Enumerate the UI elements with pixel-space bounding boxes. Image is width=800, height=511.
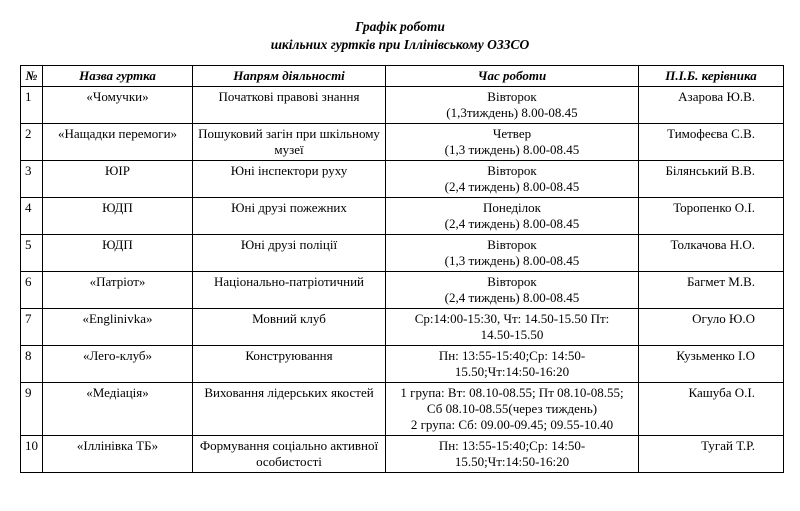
row-number: 10: [21, 436, 43, 473]
work-time: [386, 383, 639, 436]
work-time-line: (1,3тиждень) 8.00-08.45: [446, 105, 578, 120]
club-name: «Лего-клуб»: [43, 346, 193, 383]
table-row: [21, 383, 784, 436]
club-direction: Юні інспектори руху: [193, 161, 386, 198]
header-club-name: Назва гуртка: [43, 66, 193, 87]
club-direction: Пошуковий загін при шкільному музеї: [193, 124, 386, 161]
header-row: [21, 66, 784, 87]
row-number: 3: [21, 161, 43, 198]
title-line-2: шкільних гуртків при Іллінівському ОЗЗСО: [270, 37, 530, 52]
table-row: [21, 198, 784, 235]
row-number: 1: [21, 87, 43, 124]
leader-name: Кашуба О.І.: [639, 383, 784, 436]
table-row: [21, 235, 784, 272]
leader-name: Азарова Ю.В.: [639, 87, 784, 124]
work-time: [386, 124, 639, 161]
club-direction: Національно-патріотичний: [193, 272, 386, 309]
header-work-time: Час роботи: [386, 66, 639, 87]
club-direction: Конструювання: [193, 346, 386, 383]
work-time-line: (1,3 тиждень) 8.00-08.45: [444, 253, 580, 268]
club-direction: Виховання лідерських якостей: [193, 383, 386, 436]
work-time-line: (2,4 тиждень) 8.00-08.45: [444, 290, 580, 305]
club-direction: Юні друзі пожежних: [193, 198, 386, 235]
table-row: [21, 272, 784, 309]
table-row: [21, 346, 784, 383]
work-time: [386, 272, 639, 309]
work-time-line: Пн: 13:55-15:40;Ср: 14:50-: [438, 348, 586, 363]
row-number: 6: [21, 272, 43, 309]
work-time-line: 2 група: Сб: 09.00-09.45; 09.55-10.40: [410, 417, 614, 432]
work-time-line: 15.50;Чт:14:50-16:20: [454, 454, 570, 469]
leader-name: Тимофеєва С.В.: [639, 124, 784, 161]
leader-name: Торопенко О.І.: [639, 198, 784, 235]
work-time-line: 15.50;Чт:14:50-16:20: [454, 364, 570, 379]
club-name: «Нащадки перемоги»: [43, 124, 193, 161]
table-body: [21, 87, 784, 473]
club-name: ЮДП: [43, 235, 193, 272]
club-name: ЮДП: [43, 198, 193, 235]
schedule-table: [20, 65, 784, 473]
club-name: «Чомучки»: [43, 87, 193, 124]
work-time: [386, 87, 639, 124]
club-direction: Мовний клуб: [193, 309, 386, 346]
document-title: [0, 18, 800, 54]
row-number: 5: [21, 235, 43, 272]
header-number: №: [21, 66, 43, 87]
work-time: [386, 346, 639, 383]
work-time-line: Четвер: [492, 126, 532, 141]
club-direction: Юні друзі поліції: [193, 235, 386, 272]
work-time-line: Ср:14:00-15:30, Чт: 14.50-15.50 Пт:: [414, 311, 610, 326]
work-time-line: Сб 08.10-08.55(через тиждень): [426, 401, 598, 416]
table-header: [21, 66, 784, 87]
header-direction: Напрям діяльності: [193, 66, 386, 87]
club-name: «Медіація»: [43, 383, 193, 436]
work-time: [386, 161, 639, 198]
leader-name: Огуло Ю.О: [639, 309, 784, 346]
club-name: «Патріот»: [43, 272, 193, 309]
leader-name: Толкачова Н.О.: [639, 235, 784, 272]
work-time-line: Вівторок: [487, 163, 537, 178]
work-time-line: (1,3 тиждень) 8.00-08.45: [444, 142, 580, 157]
work-time-line: Вівторок: [487, 237, 537, 252]
table-row: [21, 124, 784, 161]
work-time: [386, 198, 639, 235]
table-row: [21, 436, 784, 473]
table-row: [21, 87, 784, 124]
work-time-line: (2,4 тиждень) 8.00-08.45: [444, 216, 580, 231]
work-time: [386, 235, 639, 272]
club-direction: Початкові правові знання: [193, 87, 386, 124]
header-leader: П.І.Б. керівника: [639, 66, 784, 87]
club-name: ЮІР: [43, 161, 193, 198]
title-line-1: Графік роботи: [355, 19, 445, 34]
work-time-line: Вівторок: [487, 89, 537, 104]
row-number: 9: [21, 383, 43, 436]
leader-name: Тугай Т.Р.: [639, 436, 784, 473]
club-direction: Формування соціально активної особистості: [193, 436, 386, 473]
work-time: [386, 309, 639, 346]
work-time-line: Понеділок: [483, 200, 541, 215]
table-row: [21, 309, 784, 346]
row-number: 4: [21, 198, 43, 235]
leader-name: Білянський В.В.: [639, 161, 784, 198]
club-name: «Englinivka»: [43, 309, 193, 346]
row-number: 8: [21, 346, 43, 383]
table-row: [21, 161, 784, 198]
work-time-line: (2,4 тиждень) 8.00-08.45: [444, 179, 580, 194]
work-time-line: Пн: 13:55-15:40;Ср: 14:50-: [438, 438, 586, 453]
club-name: «Іллінівка ТБ»: [43, 436, 193, 473]
work-time-line: Вівторок: [487, 274, 537, 289]
leader-name: Кузьменко І.О: [639, 346, 784, 383]
row-number: 7: [21, 309, 43, 346]
work-time-line: 14.50-15.50: [480, 327, 544, 342]
work-time: [386, 436, 639, 473]
row-number: 2: [21, 124, 43, 161]
work-time-line: 1 група: Вт: 08.10-08.55; Пт 08.10-08.55;: [400, 385, 624, 400]
leader-name: Багмет М.В.: [639, 272, 784, 309]
